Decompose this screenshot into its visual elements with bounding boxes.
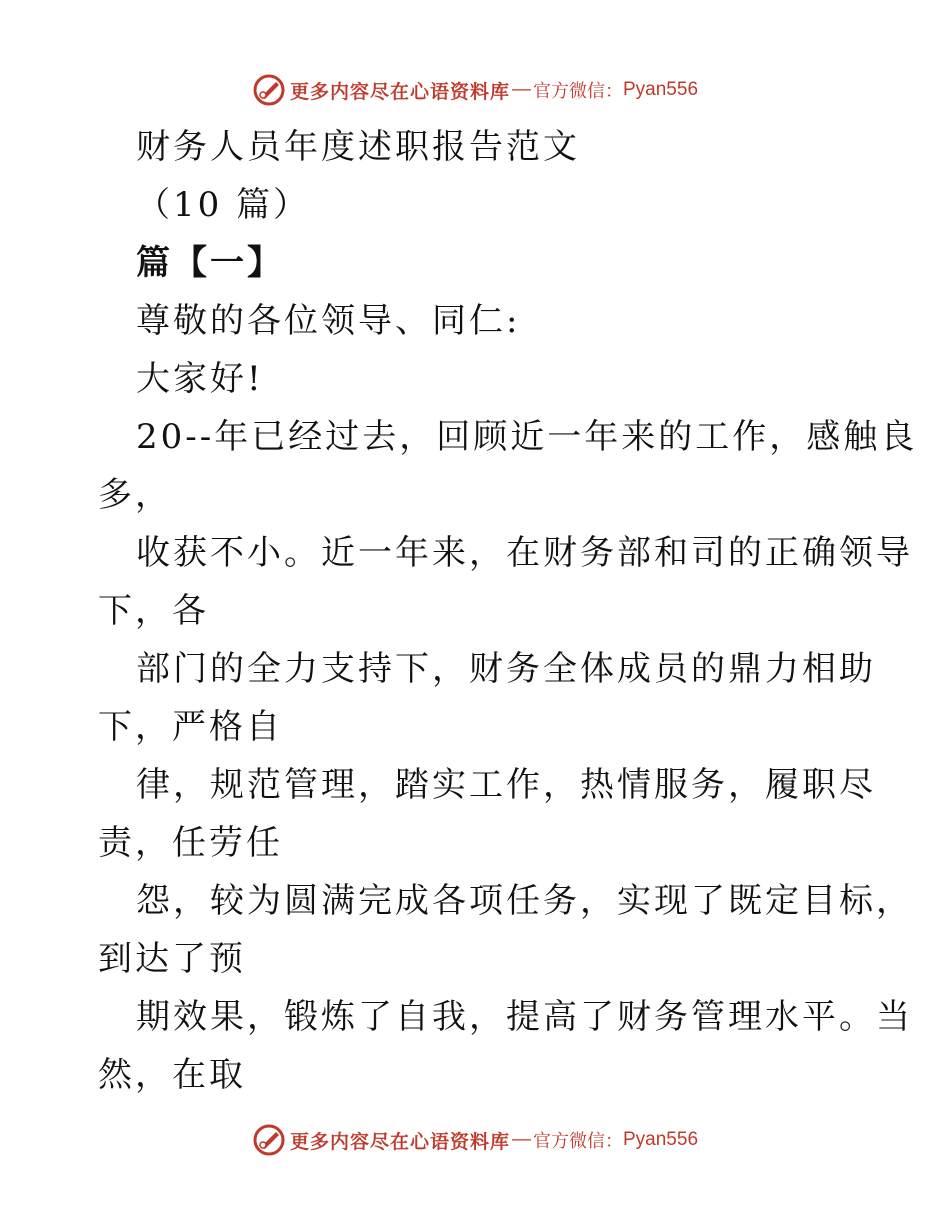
- text-line: 怨，较为圆满完成各项任务，实现了既定目标，: [136, 881, 913, 921]
- text-line: 律，规范管理，踏实工作，热情服务，履职尽: [136, 765, 876, 805]
- section-heading: 篇【一】: [136, 243, 284, 283]
- text-line: 多，: [98, 475, 172, 515]
- text-line: 下，严格自: [98, 707, 283, 747]
- doc-title: 财务人员年度述职报告范文: [136, 127, 580, 167]
- banner-wechat-id: Pyan556: [623, 79, 699, 100]
- banner-separator: —: [512, 1129, 531, 1150]
- document-body: [98, 118, 918, 1104]
- text-line: 20--年已经过去，回顾近一年来的工作，感触良: [136, 417, 918, 457]
- greeting: 大家好!: [136, 359, 264, 399]
- banner-contact-label: 官方微信：: [533, 81, 623, 102]
- text-line: 到达了预: [98, 939, 246, 979]
- text-line: 然，在取: [98, 1055, 246, 1095]
- text-line: 下，各: [98, 591, 209, 631]
- banner-title: 更多内容尽在心语资料库: [289, 80, 510, 103]
- text-line: 期效果，锻炼了自我，提高了财务管理水平。当: [136, 997, 913, 1037]
- banner-wechat-id: Pyan556: [623, 1129, 699, 1150]
- quill-logo-icon: [252, 1123, 286, 1157]
- quill-logo-icon: [252, 73, 286, 107]
- text-line: 收获不小。近一年来，在财务部和司的正确领导: [136, 533, 913, 573]
- text-line: 部门的全力支持下，财务全体成员的鼎力相助: [136, 649, 876, 689]
- banner-contact-label: 官方微信：: [533, 1131, 623, 1152]
- doc-subtitle: （10 篇）: [136, 185, 311, 225]
- banner-title: 更多内容尽在心语资料库: [289, 1130, 510, 1153]
- text-line: 责，任劳任: [98, 823, 283, 863]
- banner-separator: —: [512, 79, 531, 100]
- footer-banner: [0, 1120, 950, 1160]
- header-banner: [0, 70, 950, 110]
- salutation: 尊敬的各位领导、同仁:: [136, 301, 521, 341]
